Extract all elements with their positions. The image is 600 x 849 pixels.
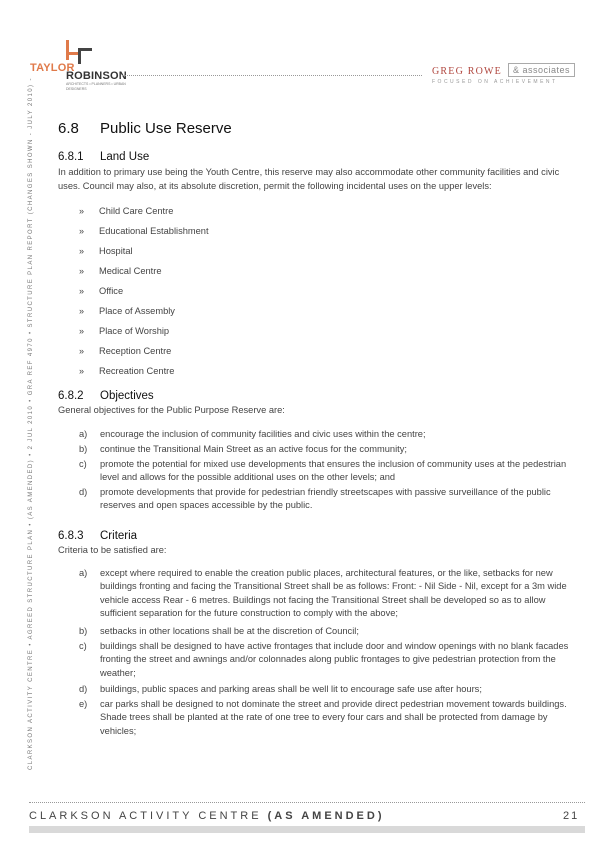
criteria-number: 6.8.3 — [58, 530, 84, 542]
land-use-list: » Child Care Centre » Educational Establishment » Hospital » Medical Centre » Office » Place of Assembly » Place of Worship » Reception Centre » Recreation Centre — [79, 206, 209, 376]
objectives-number: 6.8.2 — [58, 390, 84, 402]
criteria-heading — [58, 530, 137, 542]
land-use-number: 6.8.1 — [58, 151, 84, 163]
footer-bar — [29, 826, 585, 833]
footer-divider — [29, 802, 585, 803]
footer-doc-title: CLARKSON ACTIVITY CENTRE — [29, 810, 262, 822]
objectives-title: Objectives — [100, 390, 154, 402]
footer-title — [29, 810, 385, 822]
section-title: Public Use Reserve — [100, 120, 232, 137]
header-divider — [122, 75, 422, 76]
section-heading — [58, 120, 232, 137]
side-document-reference: CLARKSON ACTIVITY CENTRE • AGREED STRUCTURE PLAN • (AS AMENDED) • 2 JUL 2010 • GRA REF 4970 • STRUCTURE PLAN REPORT (CHANGES SHOWN - JULY 2010) - — [28, 77, 34, 770]
bullet-icon: » — [79, 326, 85, 336]
criteria-list: a) except where required to enable the creation public places, architectural features, or the like, setbacks for new buildings fronting and facing the Transitional Street shall be as follows: Front: - Nil Side - Nil, except for a 3m wide vehicle access Rear - 6 metres. Buildings not facing the Transitional Street shall be developed so as to allow sufficient separation for the future construction to comply with the above; b) setbacks in other locations shall be at the discretion of Council; c) buildings shall be designed to have active frontages that include door and window openings with no blank facades fronting the street and awnings and/or colonnades along public frontages to give pedestrian protection from the weather; d) buildings, public spaces and parking areas shall be well lit to encourage safe use after hours; e) car parks shall be designed to not dominate the street and provide direct pedestrian movement towards buildings. Shade trees shall be planted at the rate of one tree to every four cars and shall be protected from damage by vehicles; — [79, 568, 569, 736]
section-number: 6.8 — [58, 120, 79, 137]
bullet-icon: » — [79, 266, 85, 276]
footer-amended: (AS AMENDED) — [267, 810, 385, 822]
logo-taylor: TAYLOR — [30, 62, 75, 74]
bullet-icon: » — [79, 286, 85, 296]
logo-mark-orange — [66, 40, 69, 60]
bullet-icon: » — [79, 206, 85, 216]
land-use-heading — [58, 151, 149, 163]
page-number: 21 — [563, 810, 580, 822]
bullet-icon: » — [79, 366, 85, 376]
objectives-list: a) encourage the inclusion of community facilities and civic uses within the centre; b) continue the Transitional Main Street as an active focus for the community; c) promote the potential for mixed use developments that ensures the inclusion of community uses at the pedestrian level and allows for the possible additional uses on the other levels; and d) promote developments that provide for pedestrian friendly streetscapes with passive surveillance of the public reserves and open spaces accessible by the public. — [79, 429, 567, 511]
taylor-robinson-logo — [30, 40, 130, 95]
logo-robinson: ROBINSON — [66, 70, 127, 82]
objectives-heading — [58, 390, 154, 402]
land-use-title: Land Use — [100, 151, 150, 163]
logo-tagline: FOCUSED ON ACHIEVEMENT — [432, 79, 558, 85]
bullet-icon: » — [79, 226, 85, 236]
logo-mark-dark-bar — [78, 48, 92, 51]
criteria-intro: Criteria to be satisfied are: — [58, 545, 167, 555]
bullet-icon: » — [79, 346, 85, 356]
logo-greg-rowe: GREG ROWE — [432, 66, 502, 77]
objectives-intro: General objectives for the Public Purpose Reserve are: — [58, 405, 285, 415]
logo-subtitle: ARCHITECTS • PLANNERS • URBAN DESIGNERS — [66, 82, 126, 91]
bullet-icon: » — [79, 246, 85, 256]
logo-associates: & associates — [508, 63, 575, 77]
bullet-icon: » — [79, 306, 85, 316]
greg-rowe-logo — [432, 66, 582, 88]
land-use-intro: In addition to primary use being the Youth Centre, this reserve may also accommodate other community facilities and civic uses. Council may also, at its absolute discretion, permit the following incidental uses on the upper levels: — [58, 167, 560, 191]
criteria-title: Criteria — [100, 530, 138, 542]
